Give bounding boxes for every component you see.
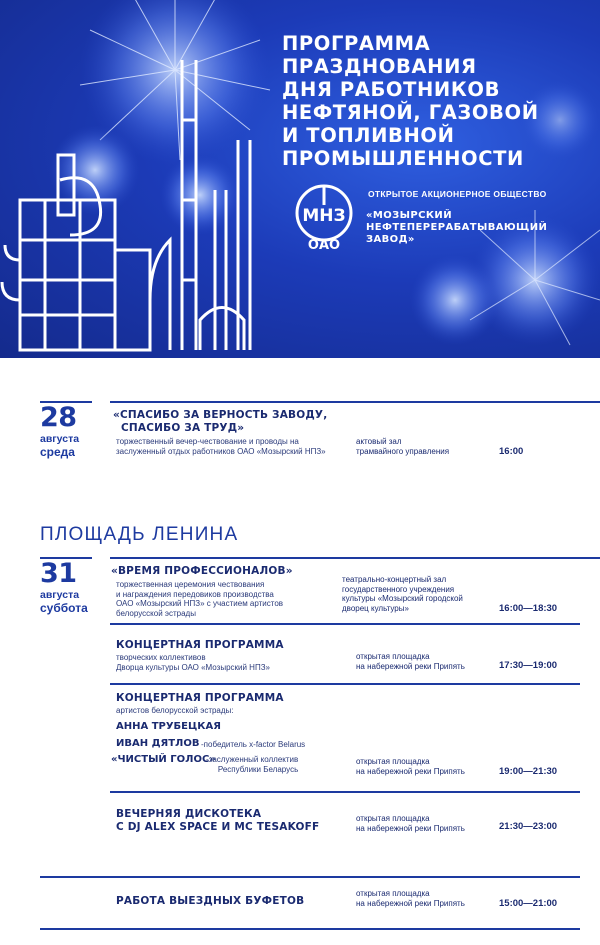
- event-title: [116, 808, 319, 834]
- event-time: 16:00—18:30: [499, 603, 558, 614]
- event-place-line: открытая площадка: [356, 652, 430, 661]
- event-place: [342, 575, 463, 613]
- divider: [40, 928, 580, 930]
- event-place: [356, 814, 465, 833]
- company-name: [366, 210, 566, 246]
- company-name-line: ЗАВОД»: [366, 234, 415, 245]
- event-time: 16:00: [499, 446, 524, 457]
- logo-text-bottom: ОАО: [307, 238, 341, 253]
- event-title: «ВРЕМЯ ПРОФЕССИОНАЛОВ»: [111, 565, 293, 577]
- event-description: [116, 653, 270, 672]
- event-place-line: на набережной реки Припять: [356, 898, 465, 908]
- event-title: КОНЦЕРТНАЯ ПРОГРАММА: [116, 639, 284, 651]
- date-number: 28: [40, 402, 77, 433]
- date-label: [40, 433, 79, 458]
- divider: [110, 791, 580, 793]
- section-heading: ПЛОЩАДЬ ЛЕНИНА: [40, 524, 239, 545]
- company-name-line: НЕФТЕПЕРЕРАБАТЫВАЮЩИЙ: [366, 222, 548, 233]
- event-desc-line: торжественная церемония чествования: [116, 580, 265, 589]
- event-place-line: на набережной реки Припять: [356, 661, 465, 671]
- date-number: 31: [40, 558, 77, 589]
- date-month: августа: [40, 433, 80, 445]
- event-place-line: на набережной реки Припять: [356, 823, 465, 833]
- date-label: [40, 589, 88, 614]
- event-place: [356, 889, 465, 908]
- date-weekday: среда: [40, 445, 75, 459]
- event-place-line: трамвайного управления: [356, 446, 450, 456]
- divider: [110, 683, 580, 685]
- divider: [110, 623, 580, 625]
- event-desc-line: артистов белорусской эстрады:: [116, 706, 234, 715]
- event-place: [356, 437, 449, 456]
- title-line: ДНЯ РАБОТНИКОВ: [282, 78, 501, 101]
- event-place-line: культуры «Мозырский городской: [342, 594, 463, 603]
- performer-name: АННА ТРУБЕЦКАЯ: [116, 721, 221, 732]
- event-place-line: государственного учреждения: [342, 584, 455, 594]
- event-desc-line: белорусской эстрады: [116, 608, 196, 618]
- date-weekday: суббота: [40, 601, 88, 615]
- page-title: [282, 32, 592, 170]
- event-desc-line: торжественный вечер-чествование и проводы на: [116, 437, 299, 446]
- event-time: 15:00—21:00: [499, 898, 558, 909]
- event-place-line: на набережной реки Припять: [356, 766, 465, 776]
- date-month: августа: [40, 589, 80, 601]
- divider: [110, 401, 600, 403]
- logo-text-top: МНЗ: [302, 206, 346, 226]
- company-name-line: «МОЗЫРСКИЙ: [366, 210, 452, 221]
- header-banner: [0, 0, 600, 358]
- title-line: ПРАЗДНОВАНИЯ: [282, 55, 477, 78]
- title-line: НЕФТЯНОЙ, ГАЗОВОЙ: [282, 101, 539, 124]
- performer-note-line: Республики Беларусь: [217, 764, 299, 774]
- event-place-line: открытая площадка: [356, 757, 430, 766]
- performer-name: ИВАН ДЯТЛОВ: [116, 738, 200, 749]
- event-desc-line: ОАО «Мозырский НПЗ» с участием артистов: [116, 599, 284, 608]
- company-logo: [290, 183, 358, 253]
- event-desc-line: творческих коллективов: [116, 653, 206, 662]
- event-place-line: театрально-концертный зал: [342, 575, 447, 584]
- company-type: ОТКРЫТОЕ АКЦИОНЕРНОЕ ОБЩЕСТВО: [368, 189, 547, 199]
- event-place: [356, 652, 465, 671]
- performer-note: [206, 755, 298, 774]
- event-place-line: открытая площадка: [356, 889, 430, 898]
- event-desc-line: и награждения передовиков производства: [116, 589, 274, 599]
- event-place-line: открытая площадка: [356, 814, 430, 823]
- event-place-line: дворец культуры»: [342, 603, 409, 613]
- title-line: ПРОМЫШЛЕННОСТИ: [282, 147, 524, 170]
- event-description: [116, 580, 283, 618]
- event-desc-line: Дворца культуры ОАО «Мозырский НПЗ»: [116, 662, 270, 672]
- event-title-line: СПАСИБО ЗА ТРУД»: [121, 422, 245, 434]
- performer-note-line: -заслуженный коллектив: [206, 755, 299, 764]
- event-place-line: актовый зал: [356, 437, 402, 446]
- event-title: КОНЦЕРТНАЯ ПРОГРАММА: [116, 692, 284, 704]
- event-title-line: С DJ ALEX SPACE И MC TESAKOFF: [116, 821, 320, 833]
- event-description: [116, 437, 326, 456]
- event-title-line: «СПАСИБО ЗА ВЕРНОСТЬ ЗАВОДУ,: [113, 409, 328, 421]
- divider: [110, 557, 600, 559]
- event-title: РАБОТА ВЫЕЗДНЫХ БУФЕТОВ: [116, 895, 305, 907]
- title-line: ПРОГРАММА: [282, 32, 431, 55]
- event-desc-line: заслуженный отдых работников ОАО «Мозырский НПЗ»: [116, 446, 326, 456]
- event-time: 19:00—21:30: [499, 766, 558, 777]
- event-time: 21:30—23:00: [499, 821, 558, 832]
- title-line: И ТОПЛИВНОЙ: [282, 124, 455, 147]
- event-place: [356, 757, 465, 776]
- event-title: [113, 409, 327, 435]
- performer-note-line: -победитель x-factor Belarus: [201, 740, 306, 749]
- divider: [40, 876, 580, 878]
- performer-note: [201, 740, 305, 750]
- event-title-line: ВЕЧЕРНЯЯ ДИСКОТЕКА: [116, 808, 262, 820]
- performer-name: «ЧИСТЫЙ ГОЛОС»: [111, 754, 216, 765]
- event-time: 17:30—19:00: [499, 660, 558, 671]
- event-description: [116, 706, 234, 716]
